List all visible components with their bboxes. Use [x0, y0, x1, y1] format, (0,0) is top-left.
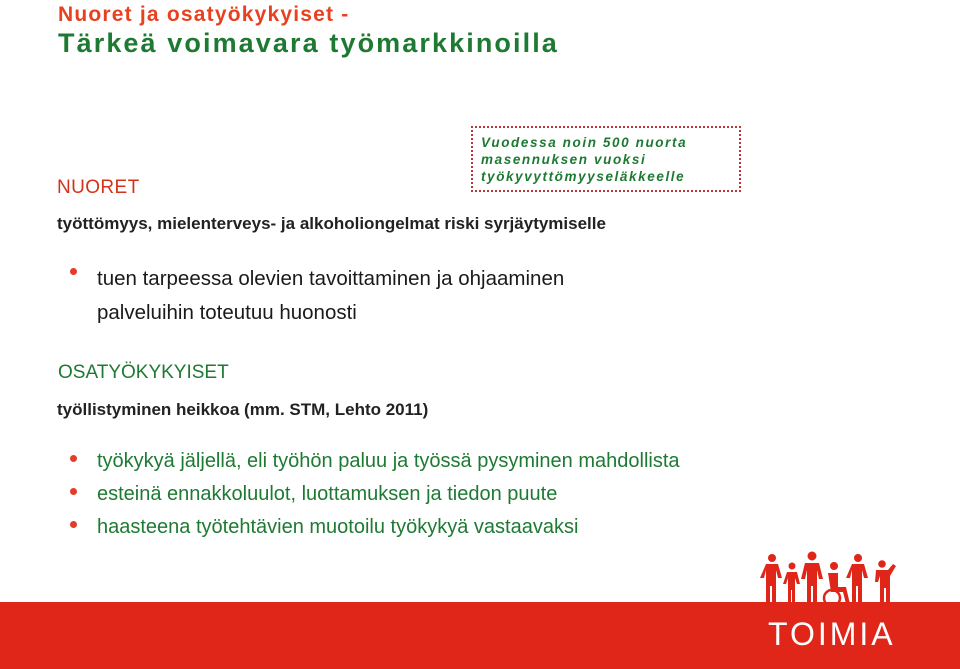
bullet-icon — [70, 521, 77, 528]
bullet-icon — [70, 455, 77, 462]
nuoret-bullet — [97, 262, 564, 330]
page-title-line1: Nuoret ja osatyökykyiset - — [58, 3, 350, 26]
section-heading-osatyokykyiset: OSATYÖKYKYISET — [58, 362, 229, 383]
nuoret-bullet-line1: tuen tarpeessa olevien tavoittaminen ja ohjaaminen — [97, 267, 565, 290]
callout-line: Vuodessa noin 500 nuorta — [481, 135, 688, 150]
bullet-icon — [70, 268, 77, 275]
osatyokykyiset-summary: työllistyminen heikkoa (mm. STM, Lehto 2011) — [57, 400, 429, 419]
osatyokykyiset-bullet: haasteena työtehtävien muotoilu työkykyä vastaavaksi — [97, 516, 579, 538]
osatyokykyiset-bullet: työkykyä jäljellä, eli työhön paluu ja työssä pysyminen mahdollista — [97, 450, 680, 472]
nuoret-summary: työttömyys, mielenterveys- ja alkoholiongelmat riski syrjäytymiselle — [57, 214, 606, 233]
callout-box — [471, 126, 741, 192]
callout-line: masennuksen vuoksi — [481, 152, 647, 167]
nuoret-bullet-line2: palveluihin toteutuu huonosti — [97, 301, 357, 324]
callout-line: työkyvyttömyyseläkkeelle — [481, 169, 686, 184]
osatyokykyiset-bullet: esteinä ennakkoluulot, luottamuksen ja tiedon puute — [97, 483, 558, 505]
bullet-icon — [70, 488, 77, 495]
section-heading-nuoret: NUORET — [57, 177, 140, 198]
toimia-logo: TOIMIA — [768, 616, 896, 652]
people-silhouettes-icon — [760, 548, 900, 608]
page-title-line2: Tärkeä voimavara työmarkkinoilla — [58, 28, 559, 58]
